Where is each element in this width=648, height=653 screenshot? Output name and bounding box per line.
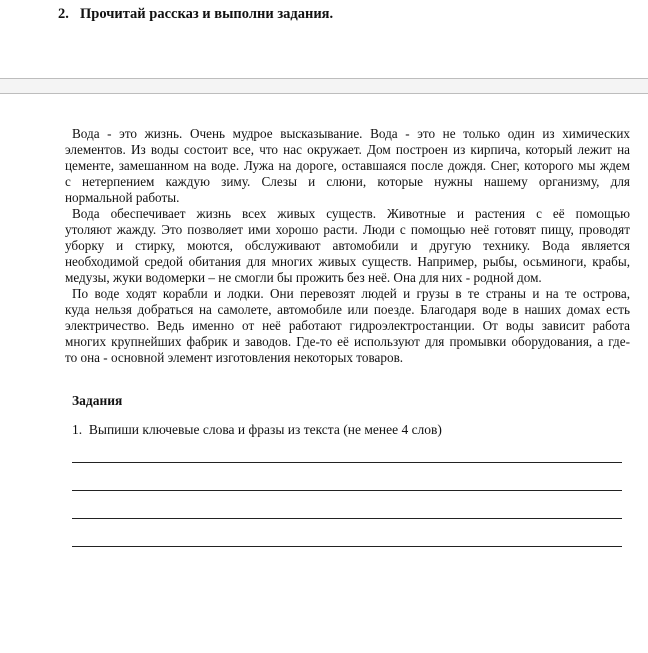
task-item	[72, 422, 442, 438]
answer-line[interactable]	[72, 490, 622, 491]
text-line: необходимой средой обитания для многих живых существ. Например, рыбы, осьминоги, крабы,	[65, 254, 630, 269]
section-number: 2.	[58, 6, 69, 22]
text-line: медузы, жуки водомерки – не смогли бы прожить без неё. Она для них - родной дом.	[65, 270, 542, 285]
task-text: Выпиши ключевые слова и фразы из текста (не менее 4 слов)	[88, 422, 442, 437]
text-line: элементов. Из воды состоит все, что нас окружает. Дом построен из кирпича, который лежит на	[65, 142, 630, 157]
text-line: куда нельзя добраться на самолете, автомобиле или поезде. Благодаря воде в наших домах есть	[65, 302, 630, 317]
section-heading	[58, 6, 333, 23]
tasks-title: Задания	[72, 393, 123, 408]
text-line: По воде ходят корабли и лодки. Они перевозят людей и грузы в те страны и на те острова,	[72, 286, 630, 301]
text-line: с нетерпением каждую зиму. Слезы и слюни, которые нужны нашему организму, для	[65, 174, 630, 189]
answer-line[interactable]	[72, 518, 622, 519]
text-line: многих крупнейших фабрик и заводов. Где-то её используют для промывки оборудования, а где-	[65, 334, 630, 349]
story-text	[65, 126, 630, 366]
text-line: Вода обеспечивает жизнь всех живых существ. Животные и растения с её помощью	[72, 206, 630, 221]
answer-line[interactable]	[72, 546, 622, 547]
text-line: уборку и стирку, моются, обслуживают автомобили и другую технику. Вода является	[65, 238, 630, 253]
page-divider	[0, 78, 648, 94]
text-line: то она - основной элемент изготовления некоторых товаров.	[65, 350, 404, 365]
answer-line[interactable]	[72, 462, 622, 463]
task-number: 1.	[72, 422, 83, 437]
section-title: Прочитай рассказ и выполни задания.	[80, 6, 334, 22]
text-line: цементе, замешанном на воде. Лужа на дороге, оставшаяся после дождя. Снег, которого мы ждем	[65, 158, 630, 173]
text-line: электричество. Ведь именно от неё работают гидроэлектростанции. От воды зависит работа	[65, 318, 630, 333]
text-line: утоляют жажду. Это позволяет ими хорошо расти. Люди с помощью неё готовят пищу, проводят	[65, 222, 630, 237]
text-line: нормальной работы.	[65, 190, 180, 205]
text-line: Вода - это жизнь. Очень мудрое высказывание. Вода - это не только один из химических	[72, 126, 630, 141]
